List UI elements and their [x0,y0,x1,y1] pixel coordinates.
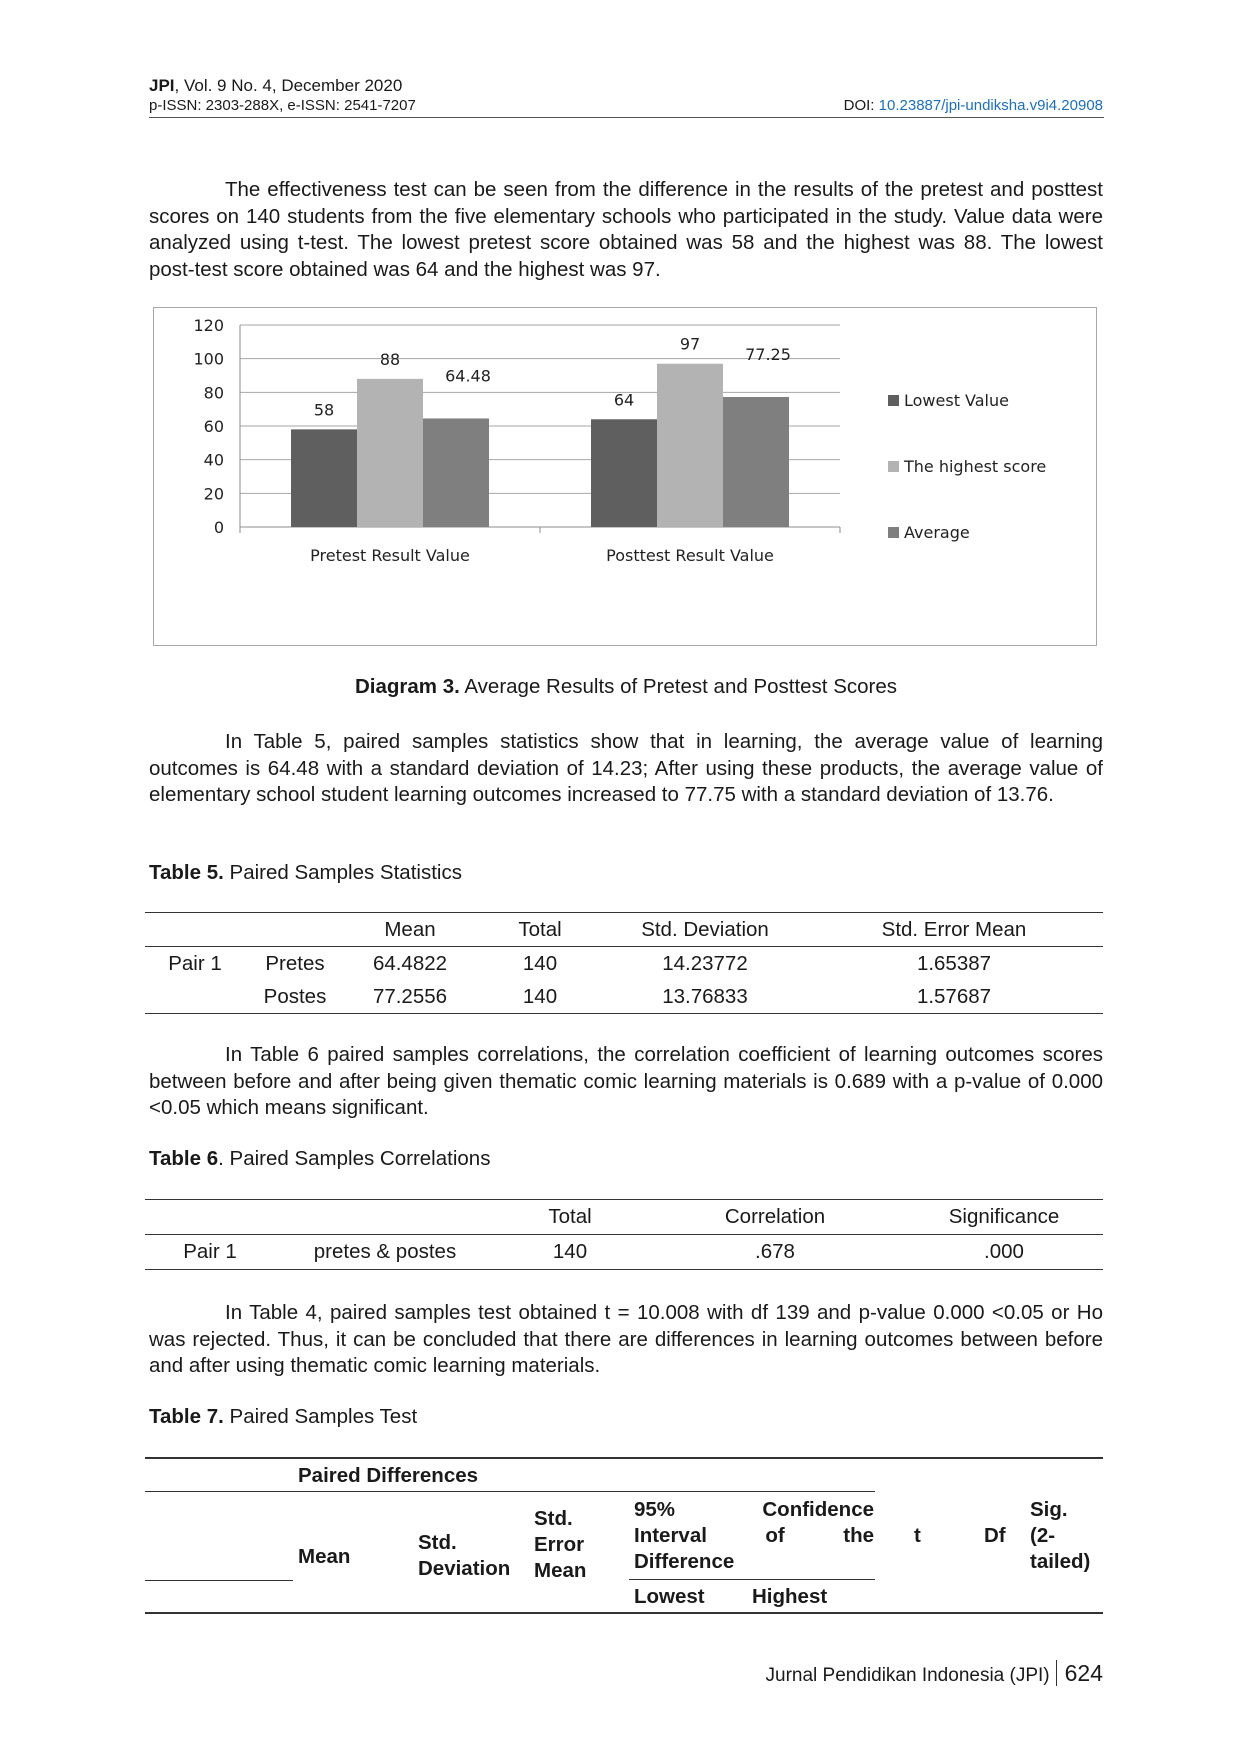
bar [291,429,357,527]
table7-rule-bottom [145,1612,1103,1614]
legend-swatch [888,395,899,406]
bar [657,364,723,527]
std-deviation-line1: Std. [418,1531,457,1554]
y-tick-label: 80 [203,383,224,403]
table-row [145,1235,1103,1270]
data-label: 88 [379,349,401,369]
table-cell: 140 [552,1240,588,1263]
y-tick-label: 120 [193,316,224,335]
ci-line3: Difference [634,1550,735,1573]
ci-word: 95% [634,1498,676,1521]
ci-word: of [765,1524,785,1547]
table-cell: Postes [263,984,327,1008]
std-deviation-line2: Deviation [418,1557,511,1580]
y-tick-label: 60 [203,417,224,436]
footer-journal-name: Jurnal Pendidikan Indonesia (JPI) [765,1665,1050,1686]
table7-title-text: Paired Samples Test [223,1405,418,1428]
bar [423,418,489,527]
table-row [145,947,1103,981]
y-tick-label: 40 [203,450,224,470]
sig-line3: tailed) [1030,1550,1091,1573]
page-number: 624 [1056,1660,1103,1686]
legend-swatch [888,461,899,472]
table-cell: 14.23772 [662,951,748,975]
ci-word: Confidence [762,1498,874,1521]
x-category-label: Pretest Result Value [310,546,470,565]
highest-header: Highest [752,1585,828,1608]
table7-title [149,1405,417,1429]
table-cell [145,980,245,1014]
y-tick-label: 0 [213,518,224,537]
paragraph-table6: In Table 6 paired samples correlations, the correlation coefficient of learning outcomes scores between before and after being given thematic comic learning materials is 0.689 with a p-value of 0.000 <0.05 which means significant. [149,1043,1103,1119]
x-category-label: Posttest Result Value [606,546,774,565]
y-tick-label: 20 [203,484,224,504]
table-cell: pretes & postes [313,1240,457,1263]
journal-header [149,76,402,96]
table-cell: .000 [984,1240,1024,1263]
table6-title [149,1147,490,1171]
table-header-row [145,913,1103,947]
data-label: 64.48 [445,366,491,386]
sig-line2: (2- [1030,1524,1056,1547]
table6-title-text: . Paired Samples Correlations [218,1147,491,1170]
legend-label: The highest score [904,457,1047,476]
ci-line1 [634,1497,874,1523]
header-cell: Mean [345,913,475,947]
paragraph-table7: In Table 4, paired samples test obtained t = 10.008 with df 139 and p-value 0.000 <0.05 or Ho was rejected. Thus, it can be concluded that there are differences in learning outcomes between before and after using thematic comic learning materials. [149,1301,1103,1377]
table-row [145,980,1103,1014]
std-error-line2: Error [534,1533,585,1556]
mean-header: Mean [298,1545,351,1568]
header-cell: Correlation [645,1200,905,1235]
table-cell: 140 [522,951,558,975]
header-cell: Std. Deviation [605,913,805,947]
header-cell: Significance [905,1200,1103,1235]
std-error-line1: Std. [534,1507,573,1530]
header-cell [245,913,345,947]
std-error-mean-header [534,1506,586,1584]
legend-label: Average [904,523,970,542]
page-footer [766,1660,1103,1687]
table-paired-statistics [145,912,1103,1014]
paragraph-effectiveness: The effectiveness test can be seen from the difference in the results of the pretest and posttest scores on 140 students from the five elementary schools who participated in the study. Value data were analyzed using t-test. The lowest pretest score obtained was 58 and the highest was 88. The lowest post-test score obtained was 64 and the highest was 97. [149,178,1103,281]
doi-link[interactable]: 10.23887/jpi-undiksha.v9i4.20908 [878,97,1103,114]
ci-line2 [634,1523,874,1549]
bar-chart [153,307,1097,646]
header-cell: Total [475,913,605,947]
table5-title-label: Table 5. [149,861,224,884]
header-rule [149,117,1104,118]
table5-title-text: Paired Samples Statistics [223,861,462,884]
volume-info: , Vol. 9 No. 4, December 2020 [174,76,403,95]
y-tick-label: 100 [193,349,224,369]
paired-differences-header: Paired Differences [298,1464,479,1487]
df-header: Df [984,1524,1006,1547]
header-cell [145,913,245,947]
table-cell: 77.2556 [372,984,448,1008]
doi-line [844,97,1103,114]
sig-header [1030,1497,1090,1575]
table7-rule-ci [629,1579,875,1580]
doi-label: DOI: [843,97,879,114]
diagram-caption [149,675,1103,699]
std-error-line3: Mean [534,1559,587,1582]
bar [723,397,789,527]
issn-line: p-ISSN: 2303-288X, e-ISSN: 2541-7207 [149,97,416,114]
legend-label: Lowest Value [904,391,1009,410]
ci-word: the [843,1524,874,1547]
data-label: 77.25 [745,344,791,364]
data-label: 58 [313,400,335,420]
table-cell: 64.4822 [372,951,448,975]
table7-rule-mid [145,1491,875,1492]
table-cell: 140 [522,984,558,1008]
bar [357,379,423,527]
table-cell: 1.57687 [916,984,992,1008]
header-cell: Total [495,1200,645,1235]
table7-rule-top [145,1457,1103,1459]
table5-title [149,861,462,885]
sig-line1: Sig. [1030,1498,1068,1521]
legend-swatch [888,527,899,538]
table-header-row [145,1200,1103,1235]
std-deviation-header [418,1530,510,1582]
data-label: 97 [679,334,701,354]
table-cell: Pair 1 [168,951,222,975]
table-cell: Pair 1 [183,1240,237,1263]
table6-title-label: Table 6 [149,1147,219,1170]
data-label: 64 [613,390,635,410]
header-cell: Std. Error Mean [805,913,1103,947]
diagram-caption-text: Average Results of Pretest and Posttest Scores [459,675,897,698]
paragraph-table5: In Table 5, paired samples statistics show that in learning, the average value of learning outcomes is 64.48 with a standard deviation of 14.23; After using these products, the average value of elementary school student learning outcomes increased to 77.75 with a standard deviation of 13.76. [149,730,1103,806]
header-cell [145,1200,275,1235]
t-header: t [914,1524,921,1547]
table-paired-correlations [145,1199,1103,1270]
table-cell: Pretes [265,951,325,975]
table7-rule-left [145,1580,293,1581]
header-cell [275,1200,495,1235]
table-cell: .678 [755,1240,795,1263]
ci-word: Interval [634,1524,707,1547]
lowest-header: Lowest [634,1585,705,1608]
journal-abbr: JPI [149,76,175,95]
table-cell: 13.76833 [662,984,748,1008]
confidence-interval-header [634,1497,874,1575]
bar [591,419,657,527]
table7-title-label: Table 7. [149,1405,224,1428]
table-cell: 1.65387 [916,951,992,975]
diagram-caption-label: Diagram 3. [354,675,460,698]
